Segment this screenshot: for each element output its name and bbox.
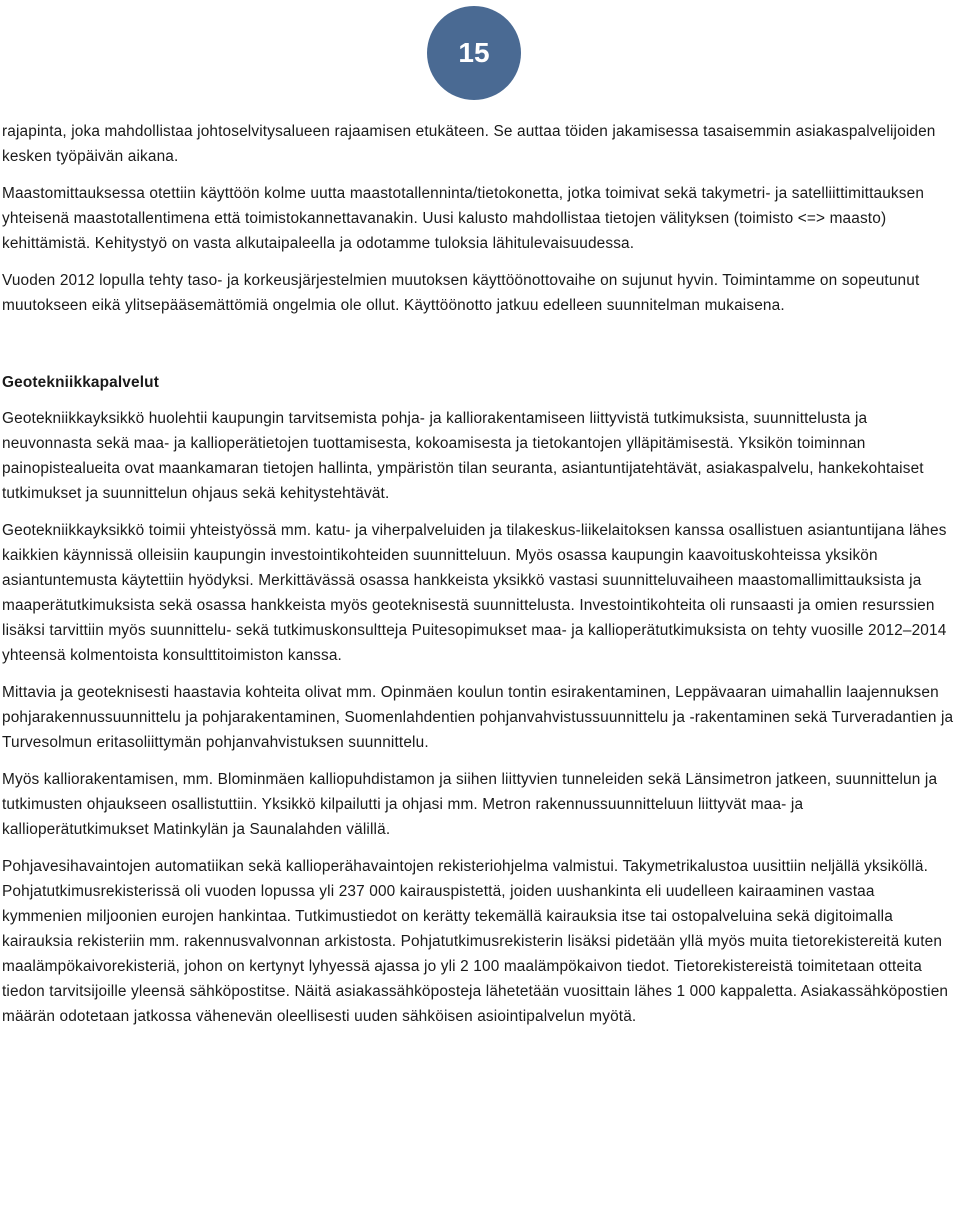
section-paragraph-2: Geotekniikkayksikkö toimii yhteistyössä mm. katu- ja viherpalveluiden ja tilakeskus-liikelaitoksen kanssa osallistuen asiantuntijana lähes kaikkien käynnissä olleisiin kaupungin investointikohteiden suunnitteluun. Myös osassa kaupungin kaavoituskohteissa yksikön asiantuntemusta käytettiin hyödyksi. Merkittävässä osassa hankkeista yksikkö vastasi suunnitteluvaiheen maastomallimittauksista ja maaperätutkimuksista sekä osassa hankkeista myös geoteknisestä suunnittelusta. Investointikohteita oli runsaasti ja omien resurssien lisäksi tarvittiin myös suunnittelu- sekä tutkimuskonsultteja Puitesopimukset maa- ja kallioperätutkimuksista on tehty vuosille 2012–2014 yhteensä kolmentoista konsulttitoimiston kanssa. xyxy=(2,522,947,664)
intro-paragraph-3: Vuoden 2012 lopulla tehty taso- ja korkeusjärjestelmien muutoksen käyttöönottovaihe on sujunut hyvin. Toimintamme on sopeutunut muutokseen eikä ylitsepääsemättömiä ongelmia ole ollut. Käyttöönotto jatkuu edelleen suunnitelman mukaisena. xyxy=(2,272,920,314)
intro-paragraph-2: Maastomittauksessa otettiin käyttöön kolme uutta maastotallenninta/tietokonetta, jotka toimivat sekä takymetri- ja satelliittimittauksen yhteisenä maastotallentimena että toimistokannettavanakin. Uusi kalusto mahdollistaa tietojen välityksen (toimisto <=> maasto) kehittämistä. Kehitystyö on vasta alkutaipaleella ja odotamme tuloksia lähitulevaisuudessa. xyxy=(2,185,925,252)
section-paragraph-3: Mittavia ja geoteknisesti haastavia kohteita olivat mm. Opinmäen koulun tontin esirakentaminen, Leppävaaran uimahallin laajennuksen pohjarakennussuunnittelu ja pohjarakentaminen, Suomenlahdentien pohjanvahvistussuunnittelu ja -rakentaminen sekä Turveradantien ja Turvesolmun eritasoliittymän pohjanvahvistuksen suunnittelu. xyxy=(2,684,954,751)
section-paragraph-1: Geotekniikkayksikkö huolehtii kaupungin tarvitsemista pohja- ja kalliorakentamiseen liittyvistä tutkimuksista, suunnittelusta ja neuvonnasta sekä maa- ja kallioperätietojen tuottamisesta, kokoamisesta ja tietokantojen ylläpitämisestä. Yksikön toiminnan painopistealueita ovat maankamaran tietojen hallinta, ympäristön tilan seuranta, asiantuntijatehtävät, asiakaspalvelu, hankekohtaiset tutkimukset ja suunnittelun ohjaus sekä kehitystehtävät. xyxy=(2,410,924,502)
section-heading: Geotekniikkapalvelut xyxy=(2,374,159,391)
document-body xyxy=(2,119,954,1029)
section-paragraph-4: Myös kalliorakentamisen, mm. Blominmäen kalliopuhdistamon ja siihen liittyvien tunneleiden sekä Länsimetron jatkeen, suunnittelun ja tutkimusten ohjaukseen osallistuttiin. Yksikkö kilpailutti ja ohjasi mm. Metron rakennussuunnitteluun liittyvät maa- ja kallioperätutkimukset Matinkylän ja Saunalahden välillä. xyxy=(2,771,938,838)
page-number-badge: 15 xyxy=(427,6,521,100)
intro-paragraph-1: rajapinta, joka mahdollistaa johtoselvitysalueen rajaamisen etukäteen. Se auttaa töiden jakamisessa tasaisemmin asiakaspalvelijoiden kesken työpäivän aikana. xyxy=(2,123,936,165)
section-paragraph-5: Pohjavesihavaintojen automatiikan sekä kallioperähavaintojen rekisteriohjelma valmistui. Takymetrikalustoa uusittiin neljällä yksiköllä. Pohjatutkimusrekisterissä oli vuoden lopussa yli 237 000 kairauspistettä, joiden uushankinta eli uudelleen kairaaminen vastaa kymmenien miljoonien eurojen hankintaa. Tutkimustiedot on kerätty tekemällä kairauksia itse tai ostopalveluina sekä digitoimalla kairauksia rekisteriin mm. rakennusvalvonnan arkistosta. Pohjatutkimusrekisterin lisäksi pidetään yllä myös muita tietorekistereitä kuten maalämpökaivorekisteriä, johon on kertynyt lyhyessä ajassa jo yli 2 100 maalämpökaivon tiedot. Tietorekistereistä toimitetaan otteita tiedon tarvitsijoille yleensä sähköpostitse. Näitä asiakassähköposteja lähetetään vuosittain lähes 1 000 kappaletta. Asiakassähköpostien määrän odotetaan jatkossa vähenevän oleellisesti uuden sähköisen asiointipalvelun myötä. xyxy=(2,858,949,1025)
